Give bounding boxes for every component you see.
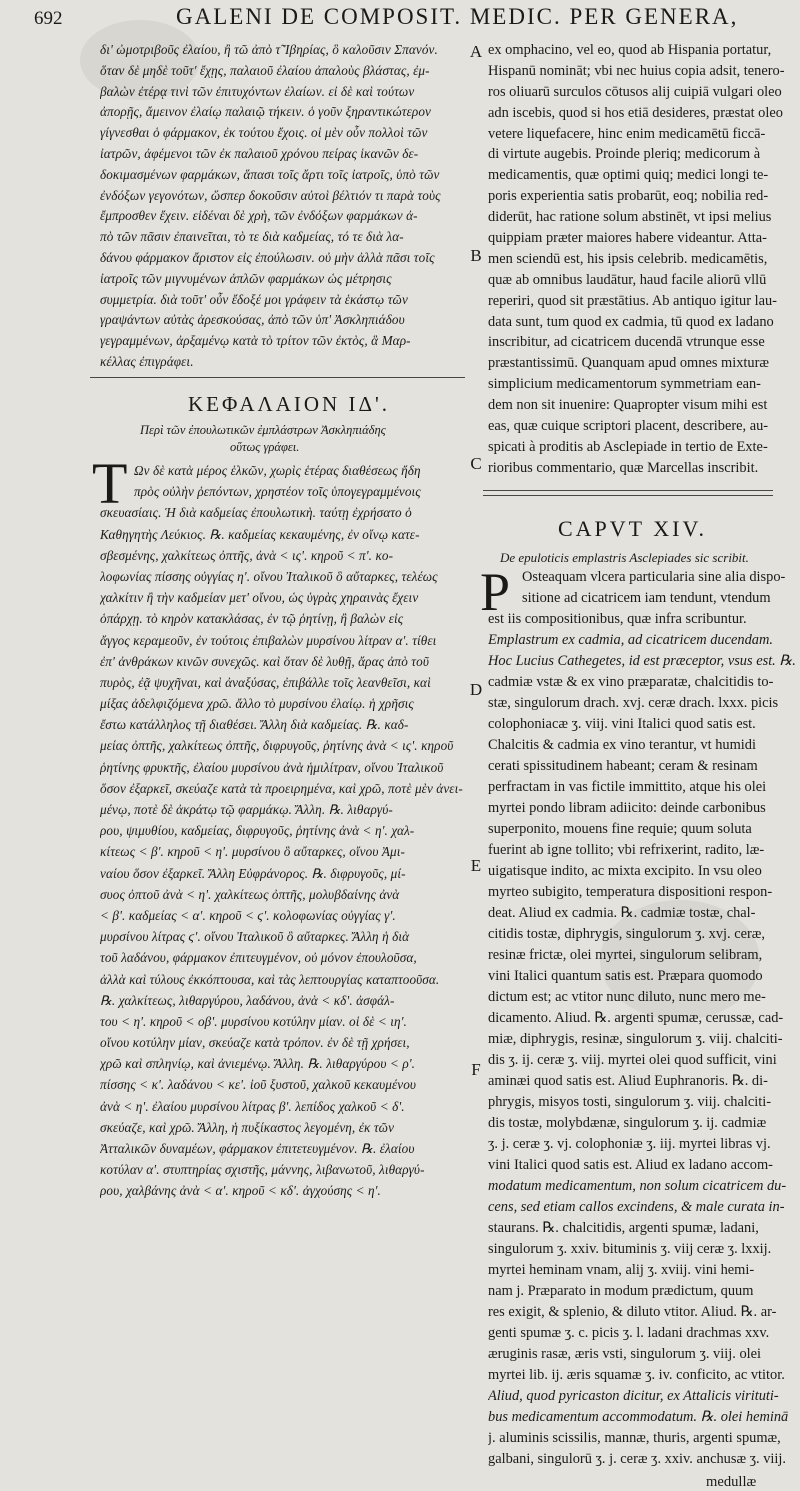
text-line: ἐπ' ἀνθράκων κινῶν συνεχῶς. καὶ ὅταν δὲ λυθῇ, ἄρας ἀπὸ τοῦ [100,653,429,669]
text-line: ἔμπροσθεν ἔχειν. εἰδέναι δὲ χρὴ, τῶν ἐνδόξων φαρμάκων ἀ- [100,208,418,224]
text-line: συος ὀπτοῦ ἀνὰ < η'. χαλκίτεως ὀπτῆς, μολυβδαίνης ἀνὰ [100,886,400,902]
text-line: j. aluminis scissilis, mannæ, thuris, argenti spumæ, [488,1430,781,1446]
text-line: κοτύλαν α'. στυπτηρίας σχιστῆς, μάννης, λιβανωτοῦ, λιθαργύ- [100,1162,425,1178]
text-line: sitione ad cicatricem iam tendunt, vtendum [522,590,771,606]
margin-letter: E [470,856,482,875]
text-line: χρῶ καὶ σπληνίῳ, καὶ ἀνιεμένῳ. Ἄλλη. ℞. λιθαργύρου < ρ'. [100,1056,416,1072]
text-line: aminæi quod satis est. Aliud Euphranoris. ℞. di- [488,1073,768,1089]
running-header [28,4,780,34]
text-line: myrtei lib. ij. æris squamæ ʒ. iv. conficito, ac vtitor. [488,1367,785,1383]
text-line: ὅταν δὲ μηδὲ τοῦτ' ἔχῃς, παλαιοῦ ἐλαίου ἀπαλοὺς βλάστας, ἐμ- [100,62,430,78]
text-line: ʒ. j. ceræ ʒ. vj. colophoniæ ʒ. iij. myrtei libras vj. [488,1136,771,1152]
text-line: βαλὼν ἐτέρᾳ τινὶ τῶν ἐπιτυχόντων ἐλαίων. εἰ δὲ καὶ τούτων [100,83,415,99]
section-rule [483,490,773,491]
text-line: bus medicamentum accommodatum. ℞. olei heminā [488,1409,789,1425]
text-line: præstantissimū. Quanquam apud omnes mixturæ [488,355,769,372]
text-line: χαλκίτιν ἢ τὴν καδμείαν μετ' οἴνου, ὡς ὑγρὰς χηραινὰς ἔχειν [100,590,419,606]
text-line: diderūt, hac ratione solum abstinēt, vt ipsi melius [488,209,772,226]
text-line: ρου, ψιμυθίου, καδμείας, διφρυγοῦς, ῥητίνης ἀνὰ < η'. χαλ- [100,823,415,839]
text-line: cadmiæ vstæ & ex vino præparatæ, chalcitidis to- [488,674,774,690]
text-line: μένῳ, ποτὲ δὲ ἀκράτῳ τῷ φαρμάκῳ. Ἄλλη. ℞. λιθαργύ- [100,802,393,817]
text-line: σκευασίαις. Ἡ διὰ καδμείας ἐπουλωτικὴ. ταύτῃ ἐχρήσατο ὁ [100,505,412,521]
text-line: myrtei pondo libram adiicito: deinde carbonibus [488,800,766,816]
text-line: Aliud, quod pyricaston dicitur, ex Attalicis virituti- [488,1388,779,1404]
text-line: τοῦ λαδάνου, φάρμακον ἐπιτευγμένον, οὐ μόνον ἐπουλοῦσα, [100,950,417,966]
text-line: ros oliuarū surculos cōtusos alij cuipiā vulgari oleo [488,83,782,100]
text-line: ἐνδόξων γεγονότων, ὥσπερ δοκοῦσιν αὐτοὶ βέλτιόν τι παρὰ τοὺς [100,187,441,203]
greek-chapter-heading: ΚΕΦΑΛΑΙΟΝ ΙΔ'. [188,392,391,416]
text-line: dis tostæ, molybdænæ, singulorum ʒ. ij. cadmiæ [488,1115,767,1131]
latin-body-text [488,567,796,1470]
margin-letters [465,40,487,1290]
text-line: δοκιμασμένων φαρμάκων, ἅπασι τοῖς ἄρτι τοῖς ἰατροῖς, ὑπὸ τῶν [100,166,440,182]
text-line: cerati spissitudinem habeant; ceram & resinam [488,758,758,774]
text-line: ὅσον ἐξαρκεῖ, σκεύαζε κατὰ τὰ προειρημένα, καὶ χρῶ, ποτὲ μὲν ἀνει- [100,780,463,796]
text-line: λοφωνίας πίσσης οὐγγίας η'. οἴνου Ἰταλικοῦ ὃ αὔταρκες, τελέως [100,568,438,584]
text-line: γεγραμμένων, ἀρξαμένῳ κατὰ τὸ τρίτον τῶν ἐκτὸς, ἃ Μαρ- [100,333,411,349]
text-line: Ἀτταλικῶν δυναμέων, φάρμακον ἐπιτετευγμένον. ℞. ἐλαίου [100,1141,415,1156]
text-line: Καθηγητὴς Λεύκιος. ℞. καδμείας κεκαυμένης, ἐν οἴνῳ κατε- [100,526,420,542]
greek-chapter-subtitle: οὕτως γράφει. [230,440,300,454]
text-line: est iis compositionibus, quæ infra scribuntur. [488,611,747,627]
text-line: colophoniacæ ʒ. viij. vini Italici quod satis est. [488,716,756,732]
text-line: resinæ frictæ, olei myrtei, singulorum selibram, [488,947,763,963]
text-line: di virtute augebis. Proinde pleriq; medicorum à [488,146,761,163]
latin-column [480,40,796,1490]
text-line: σκεύαζε, καὶ χρῶ. Ἄλλη, ἡ πυξίκαστος λεγομένη, ἐκ τῶν [100,1119,395,1135]
text-line: vini Italici quantum satis est. Præpara quomodo [488,968,763,984]
text-line: Hispanū nomināt; vbi nec huius copia adsit, tenero- [488,62,785,79]
greek-body-text [100,460,463,1202]
margin-letter: C [470,454,482,473]
text-line: συμμετρία. διὰ τοῦτ' οὖν ἔδοξέ μοι γράφειν τὰ ἑκάστῳ τῶν [100,291,408,307]
text-line: modatum medicamentum, non solum cicatricem du- [488,1178,787,1194]
text-line: stæ, singulorum drach. xvj. ceræ drach. lxxx. picis [488,695,779,711]
text-line: ex omphacino, vel eo, quod ab Hispania portatur, [488,42,772,58]
text-line: vini Italici quod satis est. Aliud ex ladano accom- [488,1157,773,1173]
text-line: ἰατρῶν, ἀφέμενοι τῶν ἐκ παλαιοῦ χρόνου πείρας ἱκανῶν δε- [100,145,419,161]
text-line: Hoc Lucius Cathegetes, id est præceptor, vsus est. ℞. [488,653,796,669]
text-line: του < η'. κηροῦ < οβ'. μυρσίνου κοτύλην μίαν. οἱ δὲ < ιη'. [100,1013,407,1029]
text-line: ἀπορῇς, ἄμεινον ἐλαίῳ παλαιῷ τήκειν. ὁ γοῦν ξηραντικώτερον [100,104,431,120]
text-line: poris experientia satis probarūt, eoq; nobilia red- [488,188,769,205]
text-line: Chalcitis & cadmia ex vino terantur, vt humidi [488,737,756,753]
text-line: dem non sit inuenire: Quapropter visum mihi est [488,397,768,414]
margin-letter: F [471,1060,481,1079]
text-line: spicati à proditis ab Asclepiade in tertio de Exte- [488,438,768,455]
text-line: rioribus commentario, quæ Marcellas inscribit. [488,459,759,476]
text-line: κίτεως < β'. κηροῦ < η'. μυρσίνου ὃ αὔταρκες, οἴνου Ἀμι- [100,844,406,860]
text-line: quippiam præter maiores habere videantur. Atta- [488,230,767,247]
text-line: πρὸς οὐλὴν ῥεπόντων, χρηστέον τοῖς ὑπογεγραμμένοις [134,484,421,500]
text-line: πὸ τῶν πᾶσιν ἐπαινεῖται, τὸ τε διὰ καδμείας, τό τε διὰ λα- [100,229,404,245]
text-line: ἀλλὰ καὶ τύλους ἐκκόπτουσα, καὶ τὰς λεπτουργίας καταπτοοῦσα. [100,971,440,987]
text-line: quæ ab omnibus laudātur, haud facile aliorū vllū [488,271,767,288]
text-line: Osteaquam vlcera particularia sine alia dispo- [522,569,786,585]
text-line: dictum est; ac vtitor nunc diluto, nunc mero me- [488,989,766,1005]
text-line: ἰατροῖς τῶν μιγνυμένων ἁπλῶν φαρμάκων ὡς μέτρησις [100,270,392,286]
text-line: uigatisque indito, ac mixta excipito. In vsu oleo [488,863,762,879]
text-line: superponito, mouens fine requie; quum soluta [488,821,752,837]
text-line: ναίου ὅσον ἐξαρκεῖ. Ἄλλη Εὐφράνορος. ℞. διφρυγοῦς, μί- [100,865,406,881]
text-line: οἴνου κοτύλην μίαν, σκεύαζε κατὰ τρόπον. ἐν δὲ τῇ χρήσει, [100,1035,410,1051]
text-line: vetere liquefacere, hinc enim medicamētū ficcā- [488,125,766,142]
text-line: men sciendū est, his ipsis celebrib. medicamētis, [488,250,768,267]
section-rule [483,495,773,496]
text-line: eas, quæ cuique scriptori placent, describere, au- [488,418,769,435]
text-line: genti spumæ ʒ. c. picis ʒ. l. ladani drachmas xxv. [488,1325,770,1341]
text-line: res exigit, & splenio, & diluto vtitor. Aliud. ℞. ar- [488,1304,777,1320]
text-line: reperiri, quod sit præstātius. Ab antiquo igitur lau- [488,292,777,309]
text-line: cens, sed etiam callos excindens, & male curata in- [488,1199,785,1215]
text-line: staurans. ℞. chalcitidis, argenti spumæ, ladani, [488,1220,759,1236]
text-line: δι' ὠμοτριβοῦς ἐλαίου, ἢ τῶ ἀπὸ τ̃ Ἰβηρίας, ὃ καλοῦσιν Σπανόν. [100,42,438,57]
text-line: nam j. Præparato in modum prædictum, quum [488,1283,754,1299]
text-line: μίξας ἀδελφιζόμενα χρῶ. ἄλλο τὸ μυρσίνου ἐλαίῳ. ἡ χρῆσις [100,696,414,712]
text-line: phrygis, misyos tosti, singulorum ʒ. viij. chalciti- [488,1094,771,1110]
text-line: Ων δὲ κατὰ μέρος ἑλκῶν, χωρὶς ἑτέρας διαθέσεως ἤδη [134,463,421,478]
text-line: dis ʒ. ij. ceræ ʒ. viij. myrtei olei quod sufficit, vini [488,1052,777,1068]
text-line: galbani, singulorū ʒ. j. ceræ ʒ. xxiv. anchusæ ʒ. viij. [488,1451,787,1467]
text-line: ῥητίνης φρυκτῆς, ἐλαίου μυρσίνου ἀνὰ ἡμιλίτραν, οἴνου Ἰταλικοῦ [100,759,444,775]
text-line: perfractam in vas fictile immittito, atque his olei [488,779,767,795]
text-line: μυρσίνου λίτρας ϛ'. οἴνου Ἰταλικοῦ ὃ αὔταρκες. Ἄλλη ἡ διὰ [100,929,410,945]
text-line: adn iscebis, quod si hos etiā desideres, præstat oleo [488,104,783,121]
latin-top-text [488,40,785,479]
latin-drop-cap: P [480,562,511,622]
text-line: inscribitur, ad cicatricem ducendā vtrunque esse [488,334,765,351]
margin-letter: B [470,246,482,265]
text-line: miæ, diphrygis, resinæ, singulorum ʒ. viij. chalciti- [488,1031,783,1047]
text-line: dicamento. Aliud. ℞. argenti spumæ, cerussæ, cad- [488,1010,784,1026]
text-line: γραψάντων αὐτὰς ἀρεσκούσας, ἀπὸ τῶν ὑπ' Ἀσκληπιάδου [100,312,405,328]
running-title: GALENI DE COMPOSIT. MEDIC. PER GENERA, [176,4,739,29]
text-line: < β'. καδμείας < α'. κηροῦ < ϛ'. κολοφωνίας οὐγγίας γ'. [100,907,396,923]
text-line: πυρὸς, ἐᾷ ψυχῆναι, καὶ ἀναξύσας, ἐπιβάλλε τοῖς λεανθεῖσι, καὶ [100,674,431,690]
text-line: singulorum ʒ. xxiv. bituminis ʒ. viij ceræ ʒ. lxxij. [488,1241,772,1257]
catchword: medullæ [706,1474,757,1490]
text-line: deat. Aliud ex cadmia. ℞. cadmiæ tostæ, chal- [488,905,756,921]
text-line: Emplastrum ex cadmia, ad cicatricem ducendam. [488,632,773,648]
page-number: 692 [34,8,63,29]
text-line: δάνου φάρμακον ἄριστον εἰς ἐπούλωσιν. οὐ μὴν ἀλλὰ πᾶσι τοῖς [100,249,435,265]
text-line: ἔστω κατάλληλος τῇ διαθέσει. Ἄλλη διὰ καδμείας. ℞. καδ- [100,717,409,733]
text-line: πίσσης < κ'. λαδάνου < κε'. ἰοῦ ξυστοῦ, χαλκοῦ κεκαυμένου [100,1077,417,1093]
text-line: γίγνεσθαι ὁ φάρμακον, ἐκ τούτου ἔχοις. οἱ μὲν οὖν πολλοὶ τῶν [100,125,428,141]
margin-letter: D [469,680,483,699]
text-line: simplicium medicamentorum symmetriam ean- [488,376,761,393]
text-line: myrtei heminam vnam, alij ʒ. xviij. vini hemi- [488,1262,755,1278]
greek-drop-cap: Τ [92,451,128,516]
text-line: ἄγγος κεραμεοῦν, ἐν τούτοις ἐπιβαλὼν μυρσίνου λίτραν α'. τίθει [100,632,437,648]
text-line: ἀνὰ < η'. ἐλαίου μυρσίνου λίτρας β'. λεπίδος χαλκοῦ < δ'. [100,1098,405,1114]
greek-top-text [100,40,441,373]
greek-chapter-subtitle: Περὶ τῶν ἐπουλωτικῶν ἐμπλάστρων Ἀσκληπιάδης [140,423,386,437]
text-line: citidis tostæ, diphrygis, singulorum ʒ. xvj. ceræ, [488,926,766,942]
latin-chapter-heading: CAPVT XIV. [558,516,707,541]
latin-chapter-subtitle: De epuloticis emplastris Asclepiades sic scribit. [500,550,749,565]
text-line: myrteo subigito, temperatura dispositioni respon- [488,884,773,900]
text-line: σβεσμένης, χαλκίτεως ὀπτῆς, ἀνὰ < ις'. κηροῦ < π'. κο- [100,547,394,563]
text-line: ρου, χαλβάνης ἀνὰ < α'. κηροῦ < κδ'. ἀγχούσης < η'. [100,1183,381,1199]
text-line: ℞. χαλκίτεως, λιθαργύρου, λαδάνου, ἀνὰ < κδ'. ἀσφάλ- [100,992,395,1008]
section-rule [90,377,465,378]
text-line: μείας ὀπτῆς, χαλκίτεως ὀπτῆς, διφρυγοῦς, ῥητίνης ἀνὰ < ις'. κηροῦ [100,738,454,754]
text-line: ὁπάρχῃ. τὸ κηρὸν κατακλάσας, ἐν τῷ ῥητίνῃ, ἢ βαλὼν εἰς [100,611,404,627]
margin-letter: A [469,42,483,61]
text-line: fuerint ab igne tollito; vbi refrixerint, radito, læ- [488,842,765,858]
text-line: medicamentis, quæ optimi quiq; medici longi te- [488,167,769,184]
text-line: æruginis rasæ, æris vsti, singulorum ʒ. viij. olei [488,1346,762,1362]
text-line: data sunt, tum quod ex cadmia, tū quod ex ladano [488,313,774,330]
text-line: κέλλας ἐπιγράφει. [100,353,194,369]
